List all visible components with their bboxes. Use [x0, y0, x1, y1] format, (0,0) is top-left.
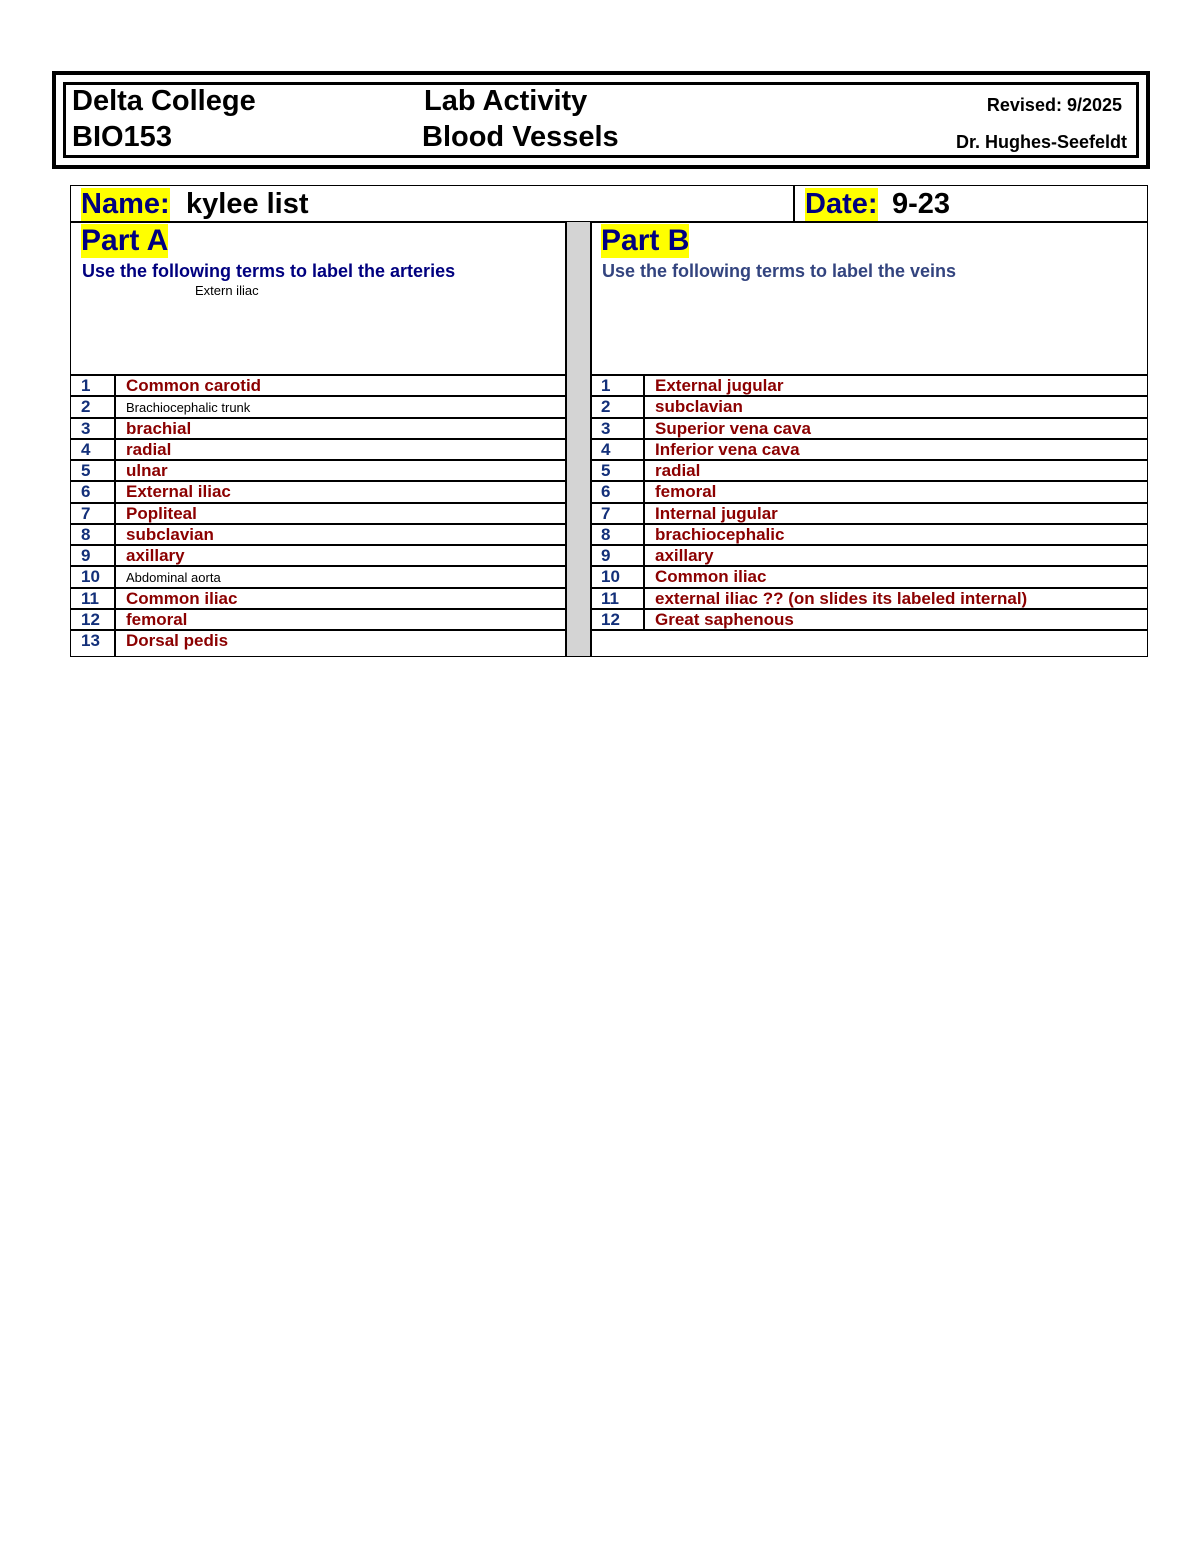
part-b-row-number: 1	[601, 376, 611, 395]
part-a-row-answer[interactable]: brachial	[126, 419, 192, 438]
part-b-row-number: 4	[601, 440, 611, 459]
part-a-row-answer[interactable]: axillary	[126, 546, 185, 565]
part-b-row-answer[interactable]: External jugular	[655, 376, 784, 395]
part-b-row-answer[interactable]: radial	[655, 461, 701, 480]
instructor-name: Dr. Hughes-Seefeldt	[955, 132, 1127, 152]
name-value[interactable]: kylee list	[186, 188, 309, 220]
part-b-row-number: 6	[601, 482, 611, 501]
part-a-row-number: 2	[81, 397, 91, 416]
part-a-instruction: Use the following terms to label the arteries	[82, 261, 456, 281]
date-label: Date:	[805, 188, 878, 220]
part-a-note: Extern iliac	[195, 283, 259, 298]
part-a-row-number: 4	[81, 440, 91, 459]
part-a-row-number: 13	[81, 631, 100, 650]
part-a-row-answer[interactable]: Popliteal	[126, 504, 197, 523]
part-b-row-number: 3	[601, 419, 611, 438]
part-b-row-number: 2	[601, 397, 611, 416]
part-a-row-answer[interactable]: Abdominal aorta	[126, 570, 221, 585]
part-a-row-number: 9	[81, 546, 91, 565]
part-b-row-answer[interactable]: femoral	[655, 482, 717, 501]
part-a-row-number: 7	[81, 504, 91, 523]
part-a-row-number: 1	[81, 376, 91, 395]
part-a-row-answer[interactable]: Brachiocephalic trunk	[126, 400, 251, 415]
part-b-row-answer[interactable]: subclavian	[655, 397, 743, 416]
revised-date: Revised: 9/2025	[986, 95, 1122, 115]
part-a-row-answer[interactable]: External iliac	[126, 482, 231, 501]
course-code: BIO153	[72, 121, 172, 153]
part-b-row-number: 5	[601, 461, 611, 480]
part-b-row-answer[interactable]: Internal jugular	[655, 504, 778, 523]
part-a-title: Part A	[81, 224, 169, 257]
part-b-row-number: 12	[601, 610, 620, 629]
part-a-row-number: 6	[81, 482, 91, 501]
college-name: Delta College	[72, 85, 256, 117]
name-row-divider	[70, 221, 1148, 223]
part-a-row-answer[interactable]: Common iliac	[126, 589, 238, 608]
date-value[interactable]: 9-23	[892, 188, 951, 220]
part-a-row-answer[interactable]: ulnar	[126, 461, 168, 480]
part-b-title: Part B	[601, 224, 690, 257]
part-b-row-answer[interactable]: external iliac ?? (on slides its labeled internal)	[655, 589, 1028, 608]
part-b-row-answer[interactable]: brachiocephalic	[655, 525, 785, 544]
part-b-instruction: Use the following terms to label the veins	[602, 261, 957, 281]
lab-topic: Blood Vessels	[422, 121, 619, 153]
part-b-row-answer[interactable]: Common iliac	[655, 567, 767, 586]
activity-label: Lab Activity	[424, 85, 588, 117]
part-a-row-number: 10	[81, 567, 100, 586]
part-a-row-answer[interactable]: Dorsal pedis	[126, 631, 229, 650]
part-a-row-number: 8	[81, 525, 91, 544]
part-b-row-answer[interactable]: Great saphenous	[655, 610, 794, 629]
name-label: Name:	[81, 188, 170, 220]
date-cell-divider	[793, 185, 795, 222]
part-b-row-number: 8	[601, 525, 611, 544]
part-b-row-number: 10	[601, 567, 620, 586]
part-b-row-answer[interactable]: Inferior vena cava	[655, 440, 800, 459]
part-a-row-answer[interactable]: subclavian	[126, 525, 214, 544]
part-b-row-number: 11	[601, 589, 619, 608]
part-a-row-answer[interactable]: radial	[126, 440, 172, 459]
part-a-row-answer[interactable]: Common carotid	[126, 376, 262, 395]
part-b-row-answer[interactable]: Superior vena cava	[655, 419, 811, 438]
part-a-row-number: 11	[81, 589, 99, 608]
column-separator	[566, 222, 591, 656]
part-a-row-number: 5	[81, 461, 91, 480]
part-a-row-answer[interactable]: femoral	[126, 610, 188, 629]
part-b-row-number: 7	[601, 504, 611, 523]
part-a-row-number: 12	[81, 610, 100, 629]
part-a-row-number: 3	[81, 419, 91, 438]
part-b-row-number: 9	[601, 546, 611, 565]
part-b-row-answer[interactable]: axillary	[655, 546, 714, 565]
